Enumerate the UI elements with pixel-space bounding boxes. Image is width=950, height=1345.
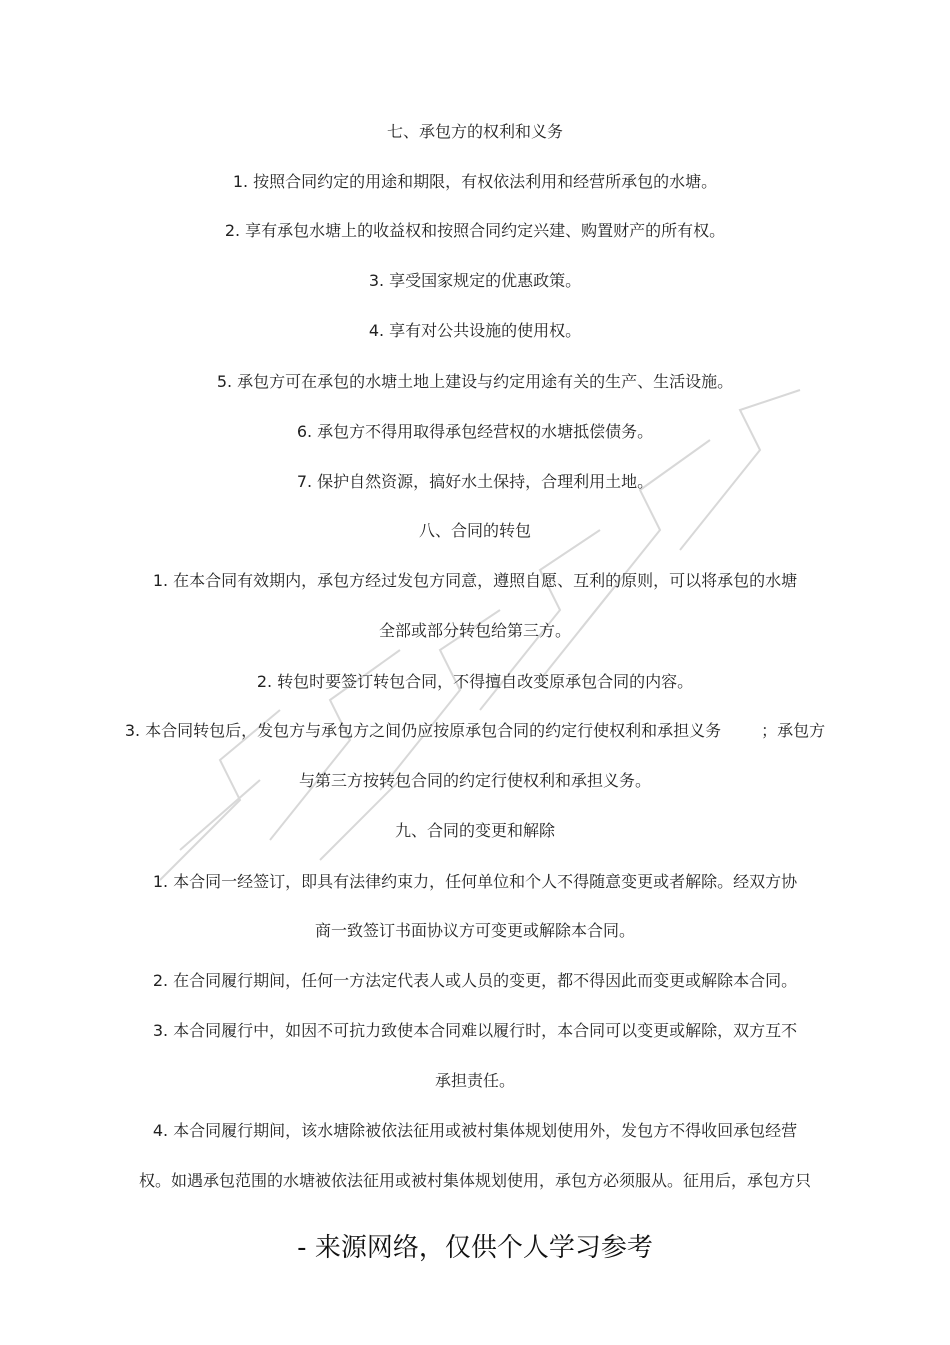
text-line: 1. 在本合同有效期内，承包方经过发包方同意，遵照自愿、互利的原则，可以将承包的水塘 [152, 571, 798, 590]
text-line: 1. 按照合同约定的用途和期限，有权依法利用和经营所承包的水塘。 [232, 172, 718, 191]
section-heading-8: 八、合同的转包 [418, 521, 531, 540]
text-line: 全部或部分转包给第三方。 [378, 621, 571, 640]
text-segment: 3. 本合同转包后，发包方与承包方之间仍应按原承包合同的约定行使权利和承担义务 [124, 721, 722, 740]
text-line: 2. 转包时要签订转包合同，不得擅自改变原承包合同的内容。 [256, 672, 694, 691]
text-segment: ；承包方 [761, 721, 826, 740]
text-line: 商一致签订书面协议方可变更或解除本合同。 [314, 921, 635, 940]
text-line: 与第三方按转包合同的约定行使权利和承担义务。 [298, 771, 651, 790]
text-line: 6. 承包方不得用取得承包经营权的水塘抵偿债务。 [296, 422, 654, 441]
text-line [0, 721, 950, 741]
text-line: 5. 承包方可在承包的水塘土地上建设与约定用途有关的生产、生活设施。 [216, 372, 734, 391]
text-line: 3. 本合同履行中，如因不可抗力致使本合同难以履行时，本合同可以变更或解除，双方互不 [152, 1021, 798, 1040]
text-line: 权。如遇承包范围的水塘被依法征用或被村集体规划使用，承包方必须服从。征用后，承包方只 [138, 1171, 811, 1190]
text-line: 3. 享受国家规定的优惠政策。 [368, 271, 582, 290]
text-line: 7. 保护自然资源，搞好水土保持，合理利用土地。 [296, 472, 654, 491]
text-line: 1. 本合同一经签订，即具有法律约束力，任何单位和个人不得随意变更或者解除。经双方协 [152, 872, 798, 891]
section-heading-7: 七、承包方的权利和义务 [386, 122, 563, 141]
text-line: 2. 享有承包水塘上的收益权和按照合同约定兴建、购置财产的所有权。 [224, 221, 726, 240]
text-line: 4. 本合同履行期间，该水塘除被依法征用或被村集体规划使用外，发包方不得收回承包经营 [152, 1121, 798, 1140]
footer-note: - 来源网络，仅供个人学习参考 [297, 1233, 653, 1263]
text-line: 2. 在合同履行期间，任何一方法定代表人或人员的变更，都不得因此而变更或解除本合同。 [152, 971, 798, 990]
section-heading-9: 九、合同的变更和解除 [394, 821, 555, 840]
text-line: 4. 享有对公共设施的使用权。 [368, 321, 582, 340]
text-line: 承担责任。 [434, 1071, 515, 1090]
